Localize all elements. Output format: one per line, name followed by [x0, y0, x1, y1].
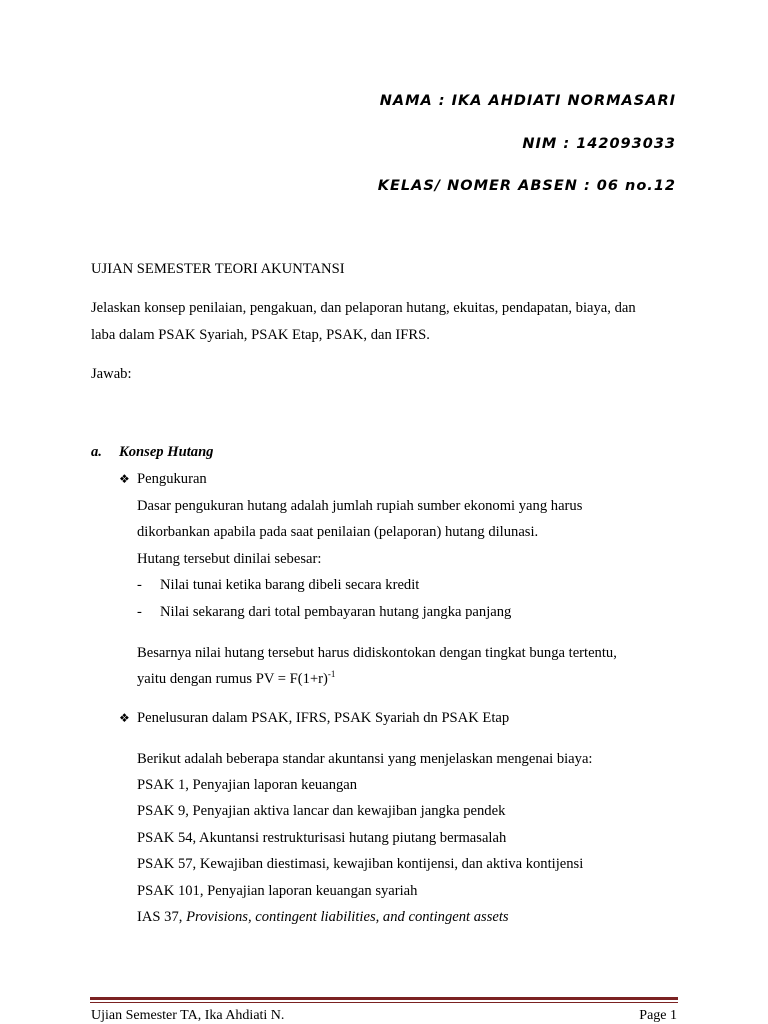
page-number: Page 1: [639, 1008, 677, 1023]
discount-paragraph-line-2: [137, 671, 335, 688]
section-a-title: Konsep Hutang: [119, 444, 214, 460]
diamond-bullet-icon: ❖: [119, 711, 130, 725]
student-nim: NIM : 142093033: [522, 136, 676, 152]
dash-item-text: Nilai sekarang dari total pembayaran hutang jangka panjang: [160, 604, 512, 620]
bullet-pengukuran-title: Pengukuran: [137, 471, 207, 487]
bullet-penelusuran: [119, 710, 509, 727]
dash-list-item: [137, 577, 419, 594]
question-line-2: laba dalam PSAK Syariah, PSAK Etap, PSAK, dan IFRS.: [91, 327, 430, 343]
formula-exponent: -1: [327, 669, 336, 679]
answer-label: Jawab:: [91, 366, 132, 382]
standard-item-ias: [137, 909, 509, 926]
standard-item: PSAK 1, Penyajian laporan keuangan: [137, 777, 358, 793]
standard-item: PSAK 9, Penyajian aktiva lancar dan kewajiban jangka pendek: [137, 803, 506, 819]
student-name: NAMA : IKA AHDIATI NORMASARI: [379, 93, 676, 109]
dash-marker: -: [137, 577, 142, 593]
dash-item-text: Nilai tunai ketika barang dibeli secara kredit: [160, 577, 420, 593]
ias-code: IAS 37,: [137, 909, 187, 925]
pengukuran-line-3: Hutang tersebut dinilai sebesar:: [137, 551, 322, 567]
standard-item: PSAK 54, Akuntansi restrukturisasi hutang piutang bermasalah: [137, 830, 507, 846]
bullet-pengukuran: [119, 471, 207, 488]
exam-title: UJIAN SEMESTER TEORI AKUNTANSI: [91, 261, 345, 277]
pengukuran-line-2: dikorbankan apabila pada saat penilaian (pelaporan) hutang dilunasi.: [137, 524, 539, 540]
footer-author: Ujian Semester TA, Ika Ahdiati N.: [91, 1008, 285, 1023]
section-a-heading: [91, 444, 213, 461]
pengukuran-line-1: Dasar pengukuran hutang adalah jumlah rupiah sumber ekonomi yang harus: [137, 498, 583, 514]
standard-item: PSAK 57, Kewajiban diestimasi, kewajiban kontijensi, dan aktiva kontijensi: [137, 856, 584, 872]
section-a-letter: a.: [91, 444, 102, 460]
bullet-penelusuran-title: Penelusuran dalam PSAK, IFRS, PSAK Syariah dn PSAK Etap: [137, 710, 510, 726]
ias-title: Provisions, contingent liabilities, and contingent assets: [186, 909, 509, 925]
formula-text: yaitu dengan rumus PV = F(1+r): [137, 671, 328, 687]
dash-list-item: [137, 604, 511, 621]
discount-paragraph-line-1: Besarnya nilai hutang tersebut harus didiskontokan dengan tingkat bunga tertentu,: [137, 645, 617, 661]
class-absence-number: KELAS/ NOMER ABSEN : 06 no.12: [377, 178, 676, 194]
question-line-1: Jelaskan konsep penilaian, pengakuan, dan pelaporan hutang, ekuitas, pendapatan, biaya, dan: [91, 300, 636, 316]
footer-rule: [90, 997, 678, 1000]
dash-marker: -: [137, 604, 142, 620]
standard-item: PSAK 101, Penyajian laporan keuangan syariah: [137, 883, 418, 899]
footer-rule-thin: [90, 1002, 678, 1003]
standards-intro: Berikut adalah beberapa standar akuntansi yang menjelaskan mengenai biaya:: [137, 751, 593, 767]
diamond-bullet-icon: ❖: [119, 472, 130, 486]
